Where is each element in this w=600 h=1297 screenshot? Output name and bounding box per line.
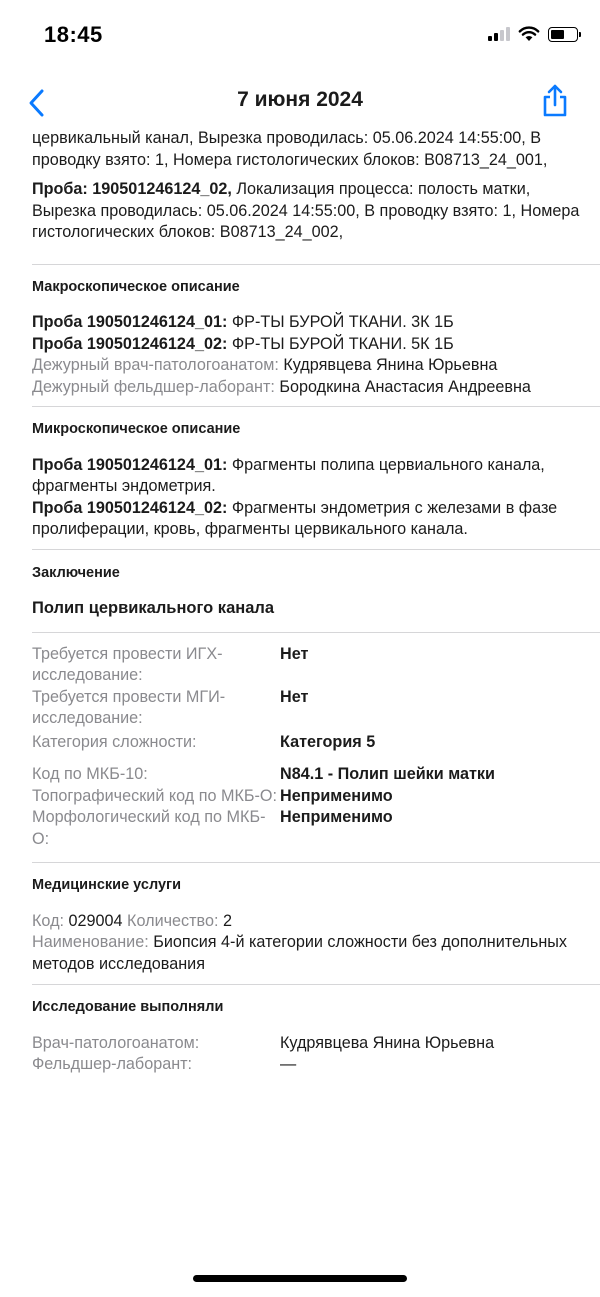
detail-label: Категория сложности: [32,732,197,751]
detail-label: Топографический код по МКБ-О: [32,786,277,805]
divider [32,264,600,265]
report-content [32,128,580,1076]
detail-value: Неприменимо [280,808,393,826]
micro-sample-1 [32,455,580,498]
share-button[interactable] [540,82,570,120]
detail-row-igh [32,644,580,687]
detail-label: Код по МКБ-10: [32,765,148,783]
micro-sample-2-text: Фрагменты эндометрия с железами в фазе пролиферации, кровь, фрагменты цервикального канала. [32,498,558,538]
macro-doctor-label: Дежурный врач-патологоанатом: [32,356,279,374]
macro-title: Макроскопическое описание [32,278,240,295]
performed-label: Фельдшер-лаборант: [32,1055,193,1073]
detail-label: Морфологический код по МКБ-О: [32,808,266,848]
performed-value: — [280,1055,297,1073]
services-section [32,875,580,975]
service-qty-label: Количество: [122,911,219,930]
detail-value: Категория 5 [280,732,376,751]
macro-sample-2 [32,334,580,356]
battery-icon [548,27,578,42]
cellular-signal-icon [488,27,510,41]
macro-sample-1-text: ФР-ТЫ БУРОЙ ТКАНИ. 3К 1Б [227,313,454,331]
home-indicator[interactable] [193,1275,407,1282]
status-icons [488,26,578,42]
performed-section [32,997,580,1076]
nav-bar [0,78,600,126]
macro-sample-2-label: Проба 190501246124_02: [32,334,228,353]
service-name-value: Биопсия 4-й категории сложности без дополнительных методов исследования [32,933,567,973]
micro-sample-1-text: Фрагменты полипа цервиального канала, фрагменты эндометрия. [32,455,545,495]
sample-2-label: Проба: 190501246124_02, [32,180,232,198]
macro-lab-label: Дежурный фельдшер-лаборант: [32,377,275,396]
detail-row-icd10 [32,764,580,786]
status-bar [0,0,600,70]
conclusion-text: Полип цервикального канала [32,599,275,617]
divider [32,632,600,633]
conclusion-title: Заключение [32,564,120,581]
conclusion-section [32,563,580,620]
divider [32,549,600,550]
detail-row-mgi [32,687,580,730]
share-icon [540,82,570,120]
performed-title: Исследование выполняли [32,999,224,1015]
micro-section [32,419,580,541]
detail-label: Требуется провести МГИ-исследование: [32,687,226,727]
service-code [32,911,580,933]
performed-row-doctor [32,1033,580,1055]
services-title: Медицинские услуги [32,877,181,893]
wifi-icon [518,26,540,42]
divider [32,984,600,985]
service-code-label: Код: [32,911,65,930]
macro-sample-1 [32,312,580,334]
sample-2-text: Локализация процесса: полость матки, Вырезка проводилась: 05.06.2024 14:55:00, В проводку взято: 1, Номера гистологических блоков: B08713_24_002, [32,180,580,241]
detail-value: Неприменимо [280,786,393,805]
sample-1-continuation: цервикальный канал, Вырезка проводилась: 05.06.2024 14:55:00, В проводку взято: 1, Номера гистологических блоков: B08713_24_001, [32,129,548,169]
macro-doctor [32,355,580,377]
page-title: 7 июня 2024 [237,88,363,111]
detail-row-morph [32,807,580,850]
micro-sample-2-label: Проба 190501246124_02: [32,498,228,517]
macro-section [32,277,580,399]
detail-row-category [32,732,580,754]
performed-value: Кудрявцева Янина Юрьевна [280,1033,495,1052]
performed-label: Врач-патологоанатом: [32,1033,200,1052]
service-code-value: 029004 [64,911,123,930]
macro-sample-1-label: Проба 190501246124_01: [32,313,228,331]
micro-sample-1-label: Проба 190501246124_01: [32,455,228,474]
detail-row-topo [32,786,580,808]
service-name-label: Наименование: [32,933,149,951]
macro-doctor-value: Кудрявцева Янина Юрьевна [278,356,498,374]
macro-lab [32,377,580,399]
micro-sample-2 [32,498,580,541]
details-section [32,644,580,851]
macro-sample-2-text: ФР-ТЫ БУРОЙ ТКАНИ. 5К 1Б [227,334,454,353]
service-name [32,932,580,975]
detail-value: Нет [280,687,309,706]
performed-row-lab [32,1054,580,1076]
sample-2-info [32,179,580,244]
status-time: 18:45 [44,22,103,47]
service-qty-value: 2 [218,911,232,930]
divider [32,862,600,863]
detail-value: Нет [280,644,309,663]
detail-label: Требуется провести ИГХ-исследование: [32,644,223,684]
micro-title: Микроскопическое описание [32,421,241,437]
detail-value: N84.1 - Полип шейки матки [280,765,495,783]
macro-lab-value: Бородкина Анастасия Андреевна [274,377,531,396]
divider [32,406,600,407]
